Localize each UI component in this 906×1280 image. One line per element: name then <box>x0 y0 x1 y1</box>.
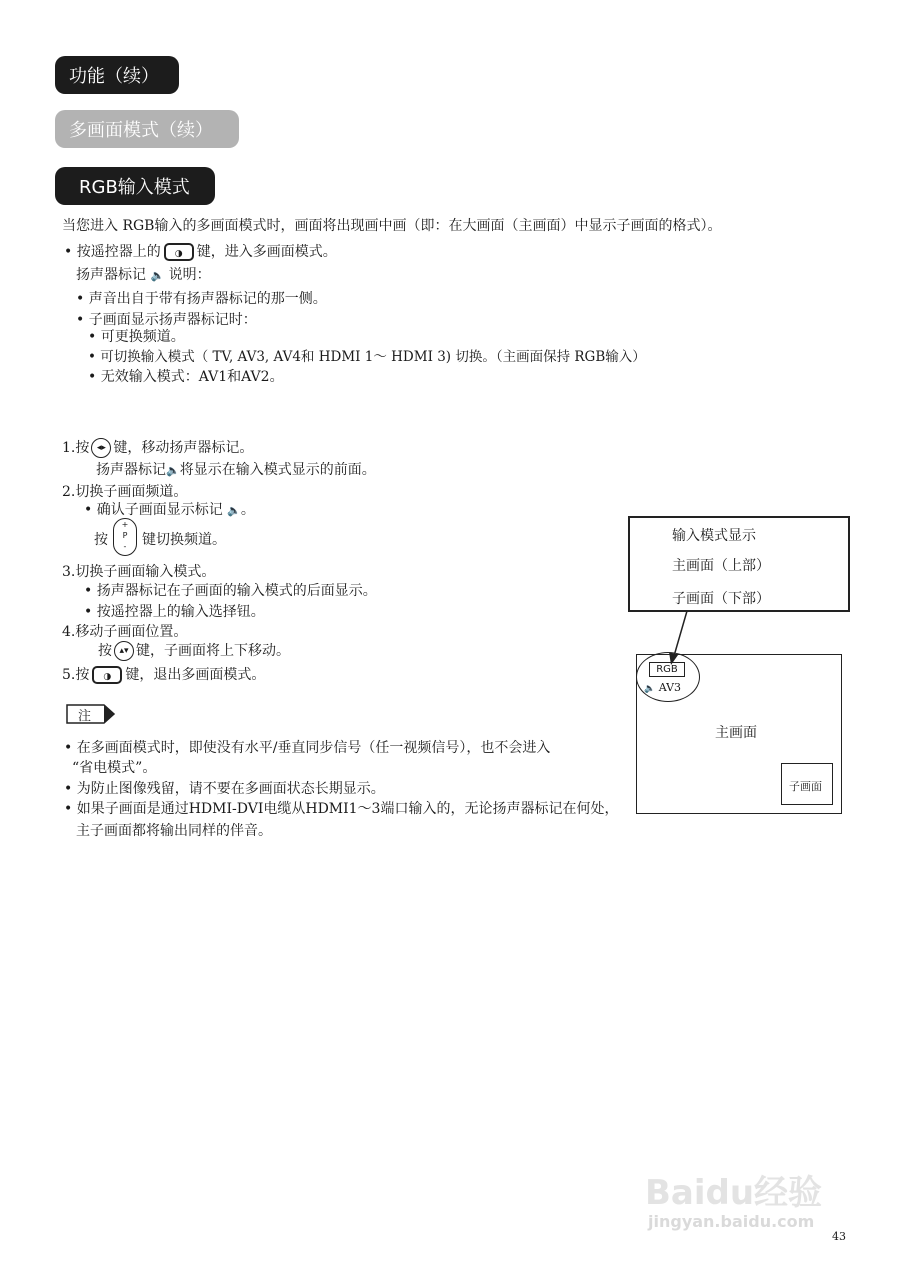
sub-screen-box <box>781 763 833 805</box>
bullet-sub-speaker: • 子画面显示扬声器标记时： <box>76 312 257 328</box>
step-1: 1.按 ◂▸ 键，移动扬声器标记。 <box>62 440 254 456</box>
pip-button-icon: ◑ <box>164 243 194 261</box>
sub-bullet-3: • 无效输入模式：AV1和AV2。 <box>88 369 284 385</box>
sub-bullet-1: • 可更换频道。 <box>88 329 185 345</box>
bullet-sound: • 声音出自于带有扬声器标记的那一侧。 <box>76 291 327 307</box>
step-3-detail-2: • 按遥控器上的输入选择钮。 <box>84 604 265 620</box>
speaker-label-heading: 扬声器标记 🔈 说明： <box>76 267 211 283</box>
step-2-press: 按 <box>94 532 108 548</box>
rgb-label-box: RGB <box>649 662 685 677</box>
step-4-detail: 按 ▴▾ 键，子画面将上下移动。 <box>98 643 290 659</box>
watermark-brand: Baidu经验 <box>645 1173 823 1213</box>
step-1-detail: 扬声器标记🔈将显示在输入模式显示的前面。 <box>96 462 376 478</box>
step-3: 3.切换子画面输入模式。 <box>62 564 216 580</box>
pip-button-icon: ◑ <box>92 666 122 684</box>
note-bullet-2: • 为防止图像残留，请不要在多画面状态长期显示。 <box>64 781 385 797</box>
indicator-ellipse <box>636 652 700 702</box>
step-3-detail-1: • 扬声器标记在子画面的输入模式的后面显示。 <box>84 583 377 599</box>
legend-title: 输入模式显示 <box>672 528 756 544</box>
legend-sub: 子画面（下部） <box>672 591 770 607</box>
intro-text: 当您进入 RGB输入的多画面模式时，画面将出现画中画（即：在大画面（主画面）中显示子画面的格式）。 <box>62 218 722 234</box>
p-channel-button-icon: + P - <box>113 518 137 556</box>
input-mode-legend-box <box>628 516 850 612</box>
section-title: 功能（续） <box>55 56 179 94</box>
step-5: 5.按 ◑ 键，退出多画面模式。 <box>62 667 266 683</box>
note-tag: 注 <box>66 704 116 724</box>
note-bullet-1a: • 在多画面模式时，即使没有水平/垂直同步信号（任一视频信号），也不会进入 <box>64 740 551 756</box>
note-bullet-3a: • 如果子画面是通过HDMI-DVI电缆从HDMI1～3端口输入的，无论扬声器标记在何处， <box>64 801 619 817</box>
main-screen-label: 主画面 <box>715 725 757 741</box>
up-down-button-icon: ▴▾ <box>114 641 134 661</box>
note-bullet-1b: “省电模式”。 <box>72 760 157 776</box>
baidu-watermark <box>645 1165 822 1214</box>
topic-title: RGB输入模式 <box>55 167 215 205</box>
note-bullet-3b: 主子画面都将输出同样的伴音。 <box>76 823 272 839</box>
left-right-button-icon: ◂▸ <box>91 438 111 458</box>
sub-bullet-2: • 可切换输入模式（ TV, AV3, AV4和 HDMI 1～ HDMI 3) 切换。（主画面保持 RGB输入） <box>88 349 646 365</box>
step-2-press-suffix: 键切换频道。 <box>142 532 226 548</box>
watermark-url: jingyan.baidu.com <box>648 1212 815 1231</box>
av3-indicator: 🔈 AV3 <box>644 681 682 694</box>
enter-instruction: • 按遥控器上的 ◑ 键，进入多画面模式。 <box>64 244 337 260</box>
speaker-icon: 🔈 <box>227 504 241 517</box>
subsection-title: 多画面模式（续） <box>55 110 239 148</box>
speaker-icon: 🔈 <box>644 684 656 694</box>
step-4: 4.移动子画面位置。 <box>62 624 188 640</box>
legend-main: 主画面（上部） <box>672 558 770 574</box>
sub-screen-label: 子画面 <box>789 780 822 793</box>
step-2-detail: • 确认子画面显示标记 🔈。 <box>84 502 255 518</box>
step-2: 2.切换子画面频道。 <box>62 484 188 500</box>
speaker-icon: 🔈 <box>166 464 180 477</box>
speaker-icon: 🔈 <box>150 269 165 282</box>
page-number: 43 <box>832 1230 846 1243</box>
